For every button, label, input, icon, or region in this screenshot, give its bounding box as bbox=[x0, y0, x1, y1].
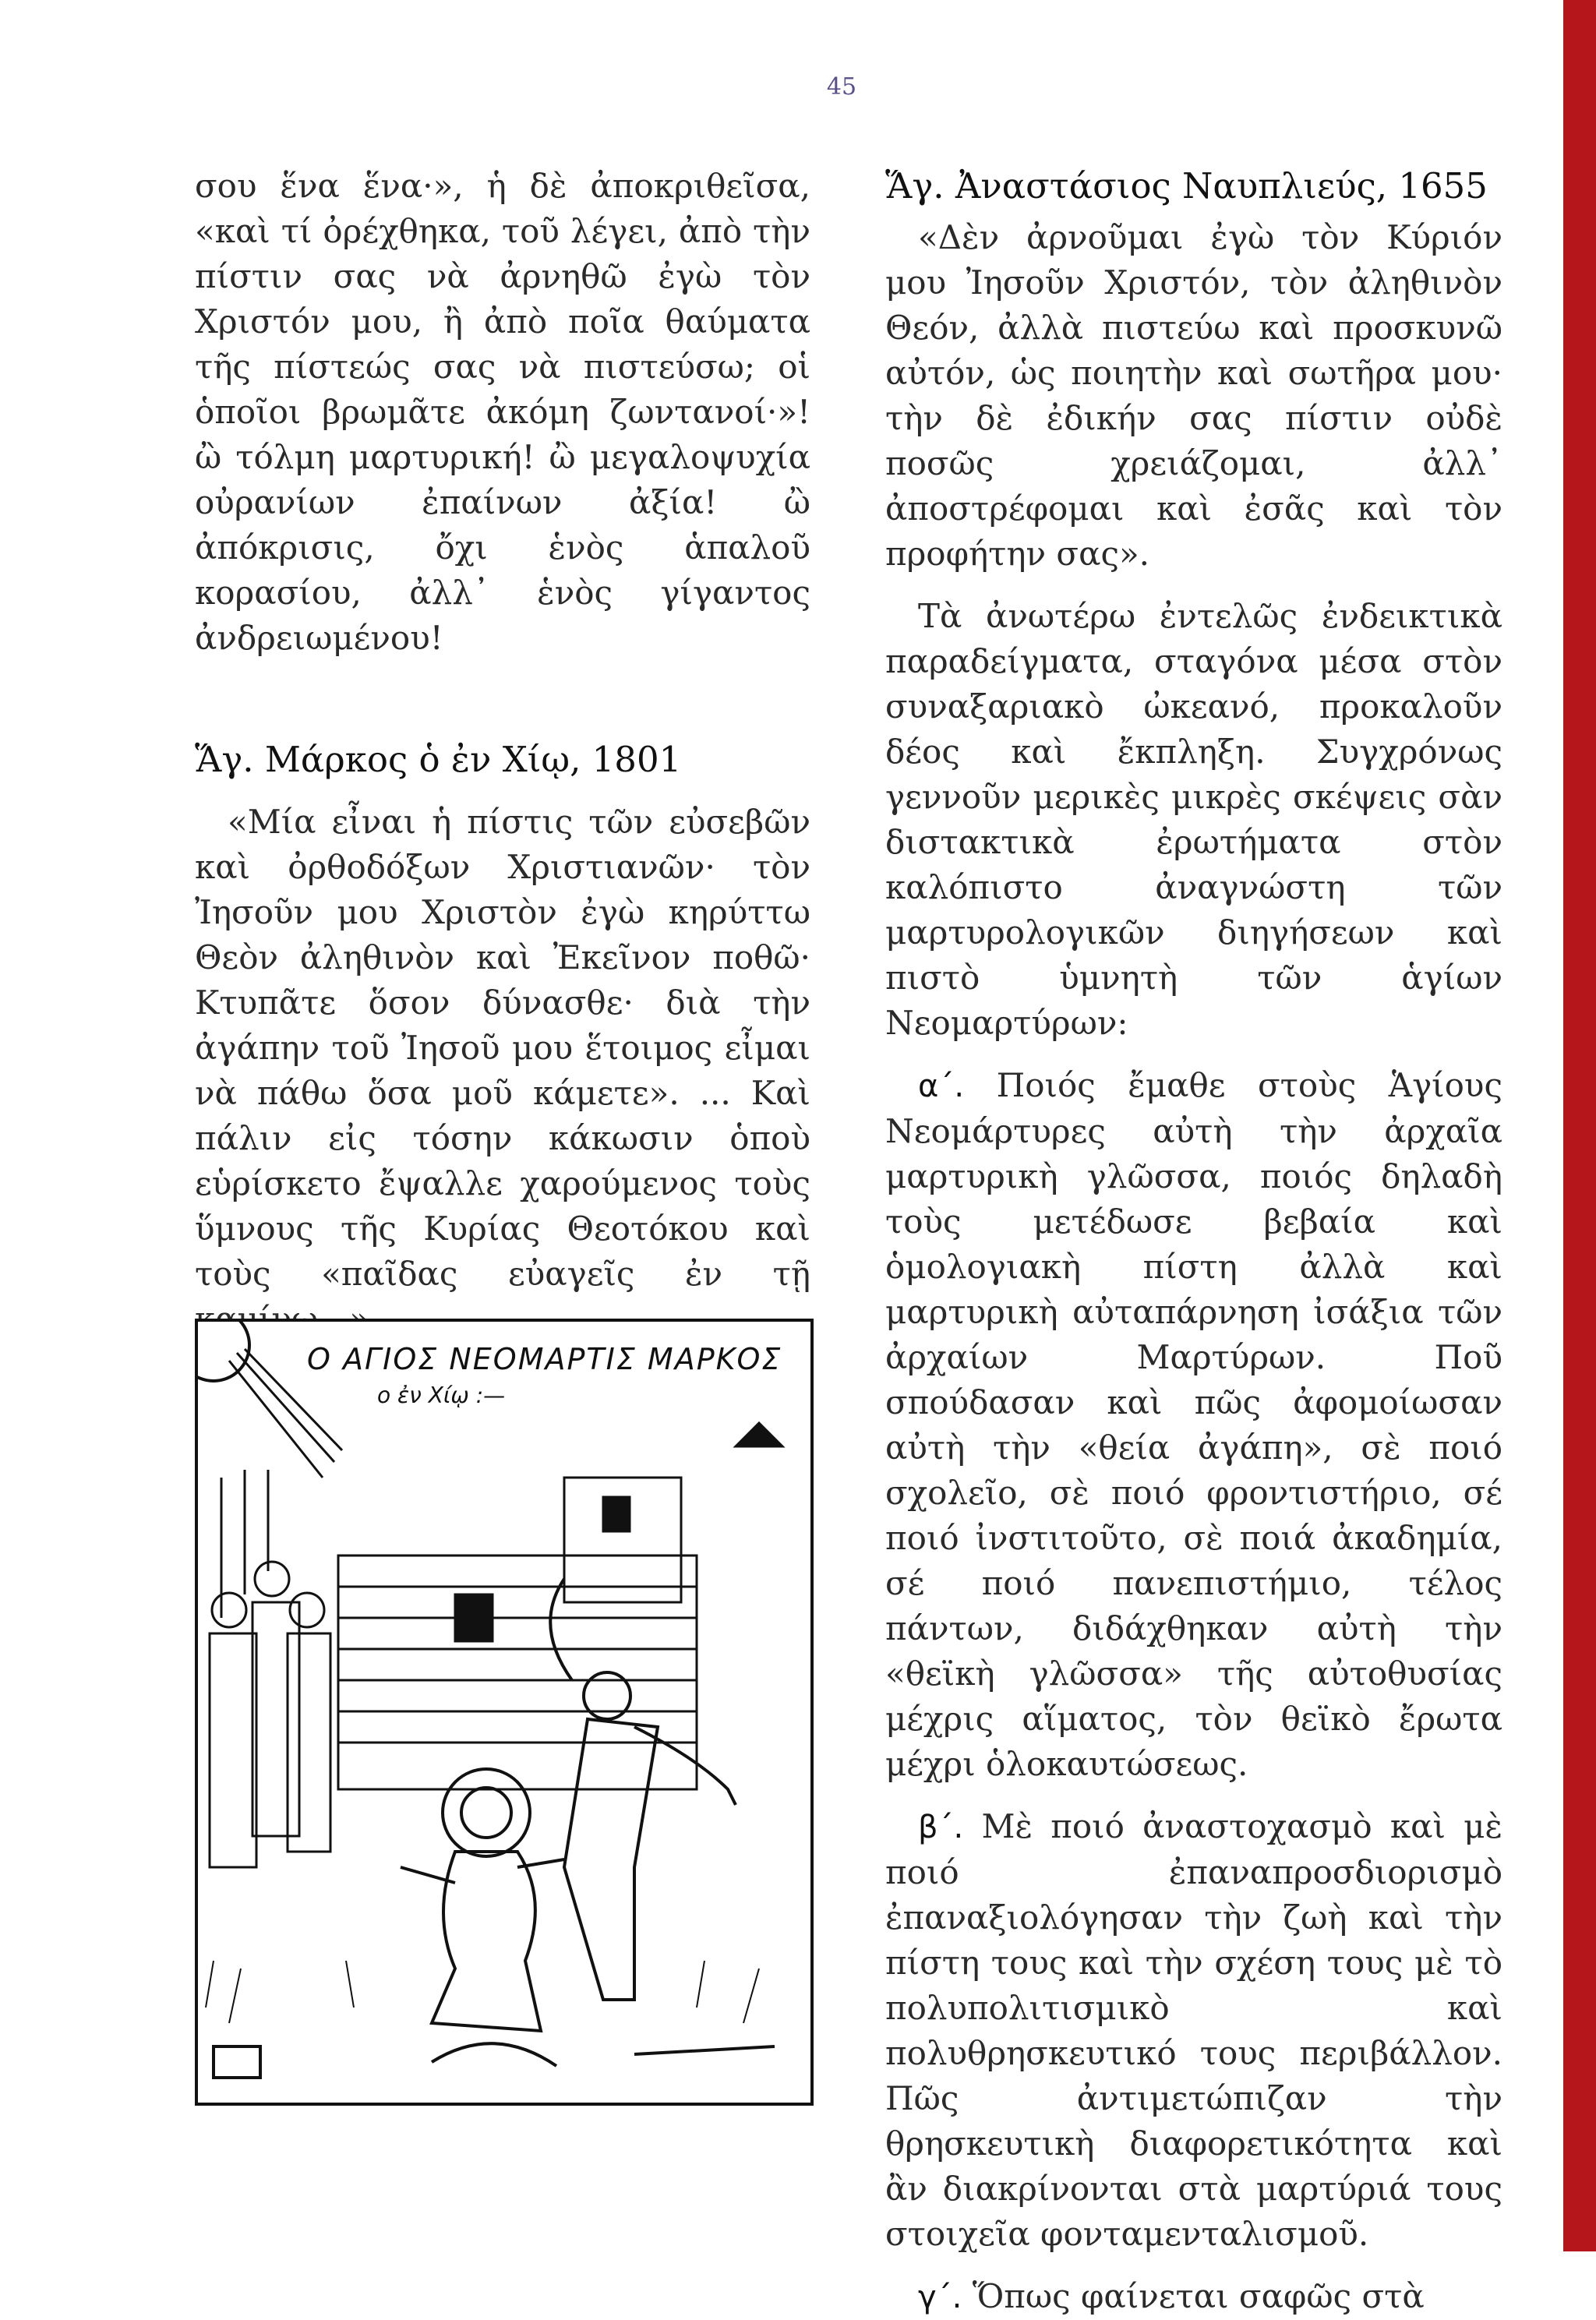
left-paragraph-2: «Μία εἶναι ἡ πίστις τῶν εὐσεβῶν καὶ ὀρθοδόξων Χριστιανῶν· τὸν Ἰησοῦν μου Χριστὸν ἐγὼ κηρύττω Θεὸν ἀληθινὸν καὶ Ἐκεῖνον ποθῶ· Κτυπᾶτε ὅσον δύνασθε· διὰ τὴν ἀγάπην τοῦ Ἰησοῦ μου ἕτοιμος εἶμαι νὰ πάθω ὅσα μοῦ κάμετε». ... Καὶ πάλιν εἰς τόσην κάκωσιν ὁποὺ εὑρίσκετο ἔψαλλε χαρούμενος τοὺς ὕμνους τῆς Κυρίας Θεοτόκου καὶ τοὺς «παῖδας εὐαγεῖς ἐν τῇ bbox=[195, 803, 810, 1293]
icon-caption-subtitle: ο ἐν Χίῳ :— bbox=[377, 1382, 506, 1408]
point-beta-text: Μὲ ποιό ἀναστοχασμὸ καὶ μὲ ποιό ἐπαναπροσδιορισμὸ ἐπαναξιολόγησαν τὴν ζωὴ καὶ τὴν πίστη τους καὶ τὴν σχέση τους μὲ τὸ πολυπολιτισμικὸ καὶ πολυθρησκευτικό τους περιβάλλον. Πῶς ἀντιμετώπιζαν τὴν θρησκευτικὴ διαφορετικότητα καὶ ἂν διακρίνονται στὰ μαρτύριά τους στοιχεῖα φονταμενταλισμοῦ. bbox=[885, 1807, 1502, 2253]
icon-caption: Ο ΑΓΙΟΣ ΝΕΟΜΑΡΤΙΣ ΜΑΡΚΟΣ bbox=[307, 1342, 782, 1376]
left-column bbox=[195, 164, 810, 1342]
point-alpha-text: Ποιός ἔμαθε στοὺς Ἁγίους Νεομάρτυρες αὐτὴ τὴν ἀρχαῖα μαρτυρικὴ γλῶσσα, ποιός δηλαδὴ τοὺς μετέδωσε βεβαία καὶ ὁμολογιακὴ πίστη ἀλλὰ καὶ μαρτυρικὴ αὐταπάρνηση ἰσάξια τῶν ἀρχαίων Μαρτύρων. Ποῦ σπούδασαν καὶ πῶς ἀφομοίωσαν αὐτὴ τὴν «θεία ἀγάπη», σὲ ποιό σχολεῖο, σὲ ποιό φροντιστήριο, σέ ποιό ἰνστιτοῦτο, σὲ ποιά ἀκαδημία, σέ ποιό πανεπιστήμιο, τέλος πάντων, διδάχθηκαν αὐτὴ τὴν «θεϊκὴ γλῶσσα» τῆς αὐτοθυσίας μέχρις αἵματος, τὸν θεϊκὸ ἔρωτα μέχρι ὁλοκαυτώσεως. bbox=[885, 1066, 1502, 1783]
point-alpha bbox=[885, 1063, 1502, 1787]
point-beta bbox=[885, 1804, 1502, 2257]
page-number: 45 bbox=[826, 73, 857, 101]
icon-drawing bbox=[198, 1322, 810, 2103]
page-edge-bar bbox=[1563, 0, 1596, 2251]
heading-markos: Ἅγ. Μάρκος ὁ ἐν Χίῳ, 1801 bbox=[195, 739, 682, 780]
heading-anastasios: Ἅγ. Ἀναστάσιος Ναυπλιεύς, 1655 bbox=[885, 165, 1488, 207]
right-column bbox=[885, 164, 1502, 2320]
martyrdom-icon-image bbox=[195, 1319, 814, 2106]
point-beta-marker: β´. bbox=[918, 1810, 964, 1845]
point-gamma-text: Ὅπως φαίνεται σαφῶς στὰ bbox=[972, 2277, 1425, 2315]
left-paragraph-1: σου ἕνα ἕνα·», ἡ δὲ ἀποκριθεῖσα, «καὶ τί ὀρέχθηκα, τοῦ λέγει, ἀπὸ τὴν πίστιν σας νὰ ἀρνηθῶ ἐγὼ τὸν Χριστόν μου, ἢ ἀπὸ ποῖα θαύματα τῆς πίστεώς σας νὰ πιστεύσω; οἱ ὁποῖοι βρωμᾶτε ἀκόμη ζωντανοί·»! ὢ τόλμη μαρτυρική! ὢ μεγαλοψυχία οὐρανίων ἐπαίνων ἀξία! ὢ ἀπόκρισις, ὄχι ἑνὸς ἁπαλοῦ κορασίου, ἀλλ᾽ ἑνὸς γίγαντος ἀνδρειωμένου! bbox=[195, 167, 810, 657]
right-paragraph-2: Τὰ ἀνωτέρω ἐντελῶς ἐνδεικτικὰ παραδείγματα, σταγόνα μέσα στὸν συναξαριακὸ ὠκεανό, προκαλοῦν δέος καὶ ἔκπληξη. Συγχρόνως γεννοῦν μερικὲς μικρὲς σκέψεις σὰν διστακτικὰ ἐρωτήματα στὸν καλόπιστο ἀναγνώστη τῶν μαρτυρολογικῶν διηγήσεων καὶ πιστὸ ὑμνητὴ τῶν ἁγίων Νεομαρτύρων: bbox=[885, 597, 1502, 1042]
point-gamma bbox=[885, 2274, 1502, 2320]
right-paragraph-1: «Δὲν ἀρνοῦμαι ἐγὼ τὸν Κύριόν μου Ἰησοῦν Χριστόν, τὸν ἀληθινὸν Θεόν, ἀλλὰ πιστεύω καὶ προσκυνῶ αὐτόν, ὡς ποιητὴν καὶ σωτῆρα μου· τὴν δὲ ἐδικήν σας πίστιν οὐδὲ ποσῶς χρειάζομαι, ἀλλ᾽ ἀποστρέφομαι καὶ ἐσᾶς καὶ τὸν προφήτην σας». bbox=[885, 218, 1502, 573]
point-gamma-marker: γ´. bbox=[918, 2279, 962, 2315]
point-alpha-marker: α´. bbox=[918, 1068, 965, 1104]
